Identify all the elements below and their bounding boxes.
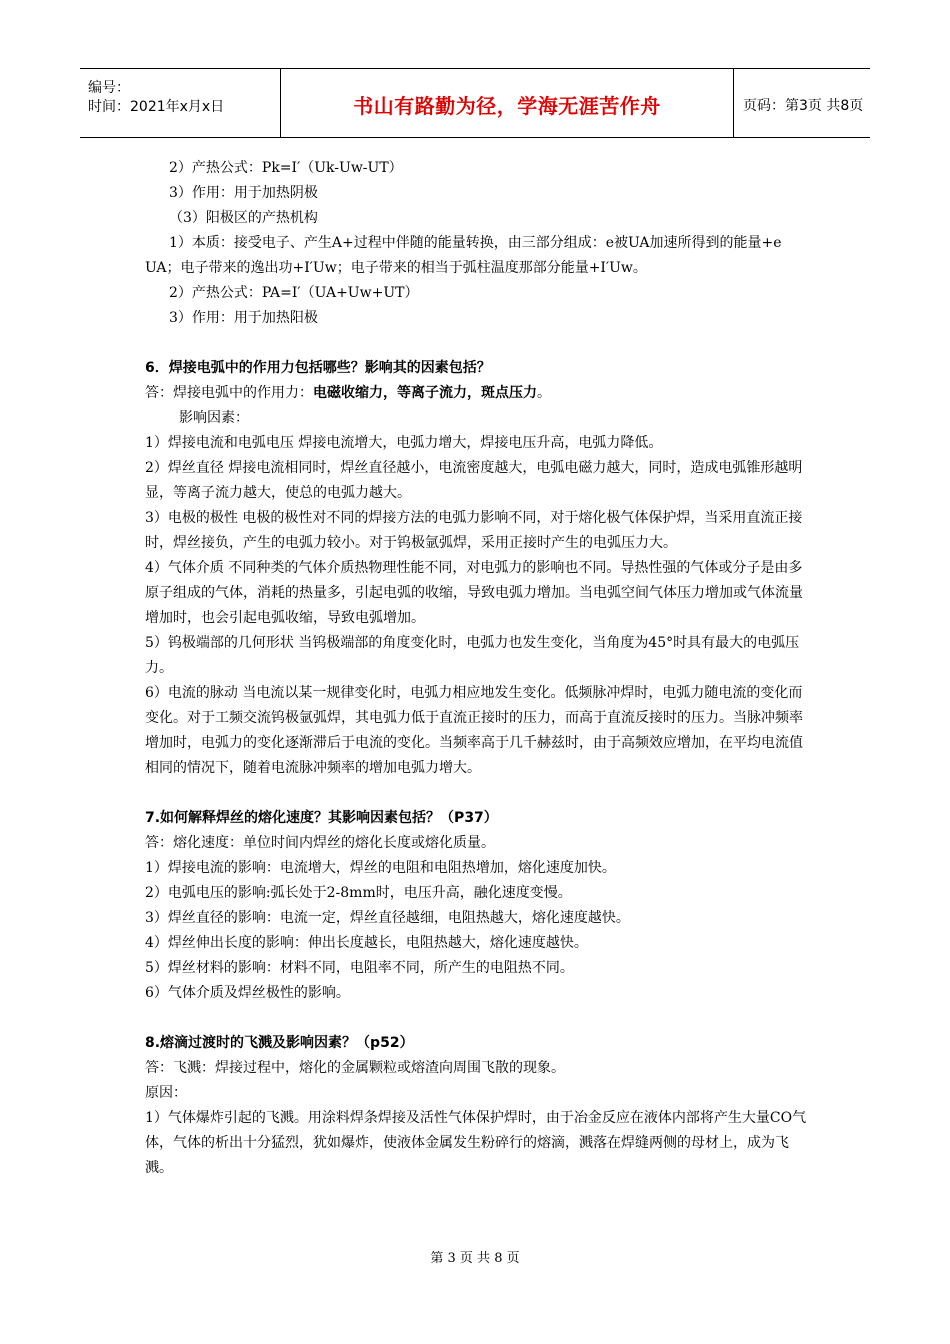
question-6-answer — [145, 381, 813, 406]
header-motto-cell — [280, 69, 734, 137]
page-footer: 第 3 页 共 8 页 — [430, 1251, 520, 1266]
factor-item: 2）焊丝直径 焊接电流相同时，焊丝直径越小，电流密度越大，电弧电磁力越大，同时，造成电弧锥形越明显，等离子流力越大，使总的电弧力越大。 — [145, 460, 803, 501]
header-left-cell — [80, 69, 280, 137]
header-page-info: 页码：第3页 共8页 — [743, 98, 864, 114]
factor-item: 1）焊接电流和电弧电压 焊接电流增大，电弧力增大，焊接电压升高，电弧力降低。 — [145, 435, 663, 451]
header-right-cell — [733, 69, 870, 137]
header-motto: 书山有路勤为径，学海无涯苦作舟 — [353, 94, 661, 118]
question-7-answer: 答：熔化速度：单位时间内焊丝的熔化长度或熔化质量。 — [145, 835, 495, 851]
answer-prefix: 答：焊接电弧中的作用力： — [145, 385, 313, 401]
cause-item: 1）气体爆炸引起的飞溅。用涂料焊条焊接及活性气体保护焊时，由于冶金反应在液体内部将产生大量CO气体，气体的析出十分猛烈，犹如爆炸，使液体金属发生粉碎行的熔滴，溅落在焊缝两侧的母材上，成为飞溅。 — [145, 1110, 807, 1176]
document-number-label: 编号： — [88, 80, 130, 96]
answer-bold: 电磁收缩力，等离子流力，斑点压力 — [313, 385, 537, 401]
factor-item: 3）电极的极性 电极的极性对不同的焊接方法的电弧力影响不同，对于熔化极气体保护焊，当采用直流正接时，焊丝接负，产生的电弧力较小。对于钨极氩弧焊，采用正接时产生的电弧压力大。 — [145, 510, 803, 551]
document-date: 时间：2021年x月x日 — [88, 99, 225, 115]
factor-item: 3）焊丝直径的影响：电流一定，焊丝直径越细，电阻热越大，熔化速度越快。 — [145, 910, 630, 926]
factors-label: 影响因素： — [179, 410, 249, 426]
question-6-title: 6．焊接电弧中的作用力包括哪些？影响其的因素包括？ — [145, 360, 491, 376]
factor-item: 4）气体介质 不同种类的气体介质热物理性能不同，对电弧力的影响也不同。导热性强的气体或分子是由多原子组成的气体，消耗的热量多，引起电弧的收缩，导致电弧力增加。当电弧空间气体压力增加或气体流量增加时，也会引起电弧收缩，导致电弧增加。 — [145, 560, 803, 626]
cause-label: 原因： — [145, 1085, 187, 1101]
question-8-answer: 答：飞溅：焊接过程中，熔化的金属颗粒或熔渣向周围飞散的现象。 — [145, 1060, 565, 1076]
factor-item: 6）电流的脉动 当电流以某一规律变化时，电弧力相应地发生变化。低频脉冲焊时，电弧力随电流的变化而变化。对于工频交流钨极氩弧焊，其电弧力低于直流正接时的压力，而高于直流反接时的压力。当脉冲频率增加时，电弧力的变化逐渐滞后于电流的变化。当频率高于几千赫兹时，由于高频效应增加，在平均电流值相同的情况下，随着电流脉冲频率的增加电弧力增大。 — [145, 685, 803, 776]
paragraph: 2）产热公式：Pk=I′（Uk-Uw-UT） — [169, 160, 403, 176]
answer-suffix: 。 — [537, 385, 551, 401]
factor-item: 2）电弧电压的影响:弧长处于2-8mm时，电压升高，融化速度变慢。 — [145, 885, 572, 901]
factor-item: 5）焊丝材料的影响：材料不同，电阻率不同，所产生的电阻热不同。 — [145, 960, 574, 976]
paragraph: 1）本质：接受电子、产生A+过程中伴随的能量转换，由三部分组成：e被UA加速所得到的能量+e UA；电子带来的逸出功+I′Uw；电子带来的相当于弧柱温度那部分能量+I′Uw。 — [145, 235, 782, 276]
question-8-title: 8.熔滴过渡时的飞溅及影响因素？（p52） — [145, 1035, 414, 1051]
paragraph: 2）产热公式：PA=I′（UA+Uw+UT） — [169, 285, 419, 301]
factor-item: 6）气体介质及焊丝极性的影响。 — [145, 985, 350, 1001]
paragraph: 3）作用：用于加热阴极 — [169, 185, 318, 201]
factor-item: 4）焊丝伸出长度的影响：伸出长度越长，电阻热越大，熔化速度越快。 — [145, 935, 588, 951]
paragraph: （3）阳极区的产热机构 — [169, 210, 318, 226]
question-7-title: 7.如何解释焊丝的熔化速度？其影响因素包括？（P37） — [145, 810, 498, 826]
factor-item: 5）钨极端部的几何形状 当钨极端部的角度变化时，电弧力也发生变化，当角度为45°时具有最大的电弧压力。 — [145, 635, 800, 676]
paragraph: 3）作用：用于加热阳极 — [169, 310, 318, 326]
page-header — [80, 68, 870, 138]
document-body — [145, 156, 813, 1181]
factor-item: 1）焊接电流的影响：电流增大，焊丝的电阻和电阻热增加，熔化速度加快。 — [145, 860, 616, 876]
